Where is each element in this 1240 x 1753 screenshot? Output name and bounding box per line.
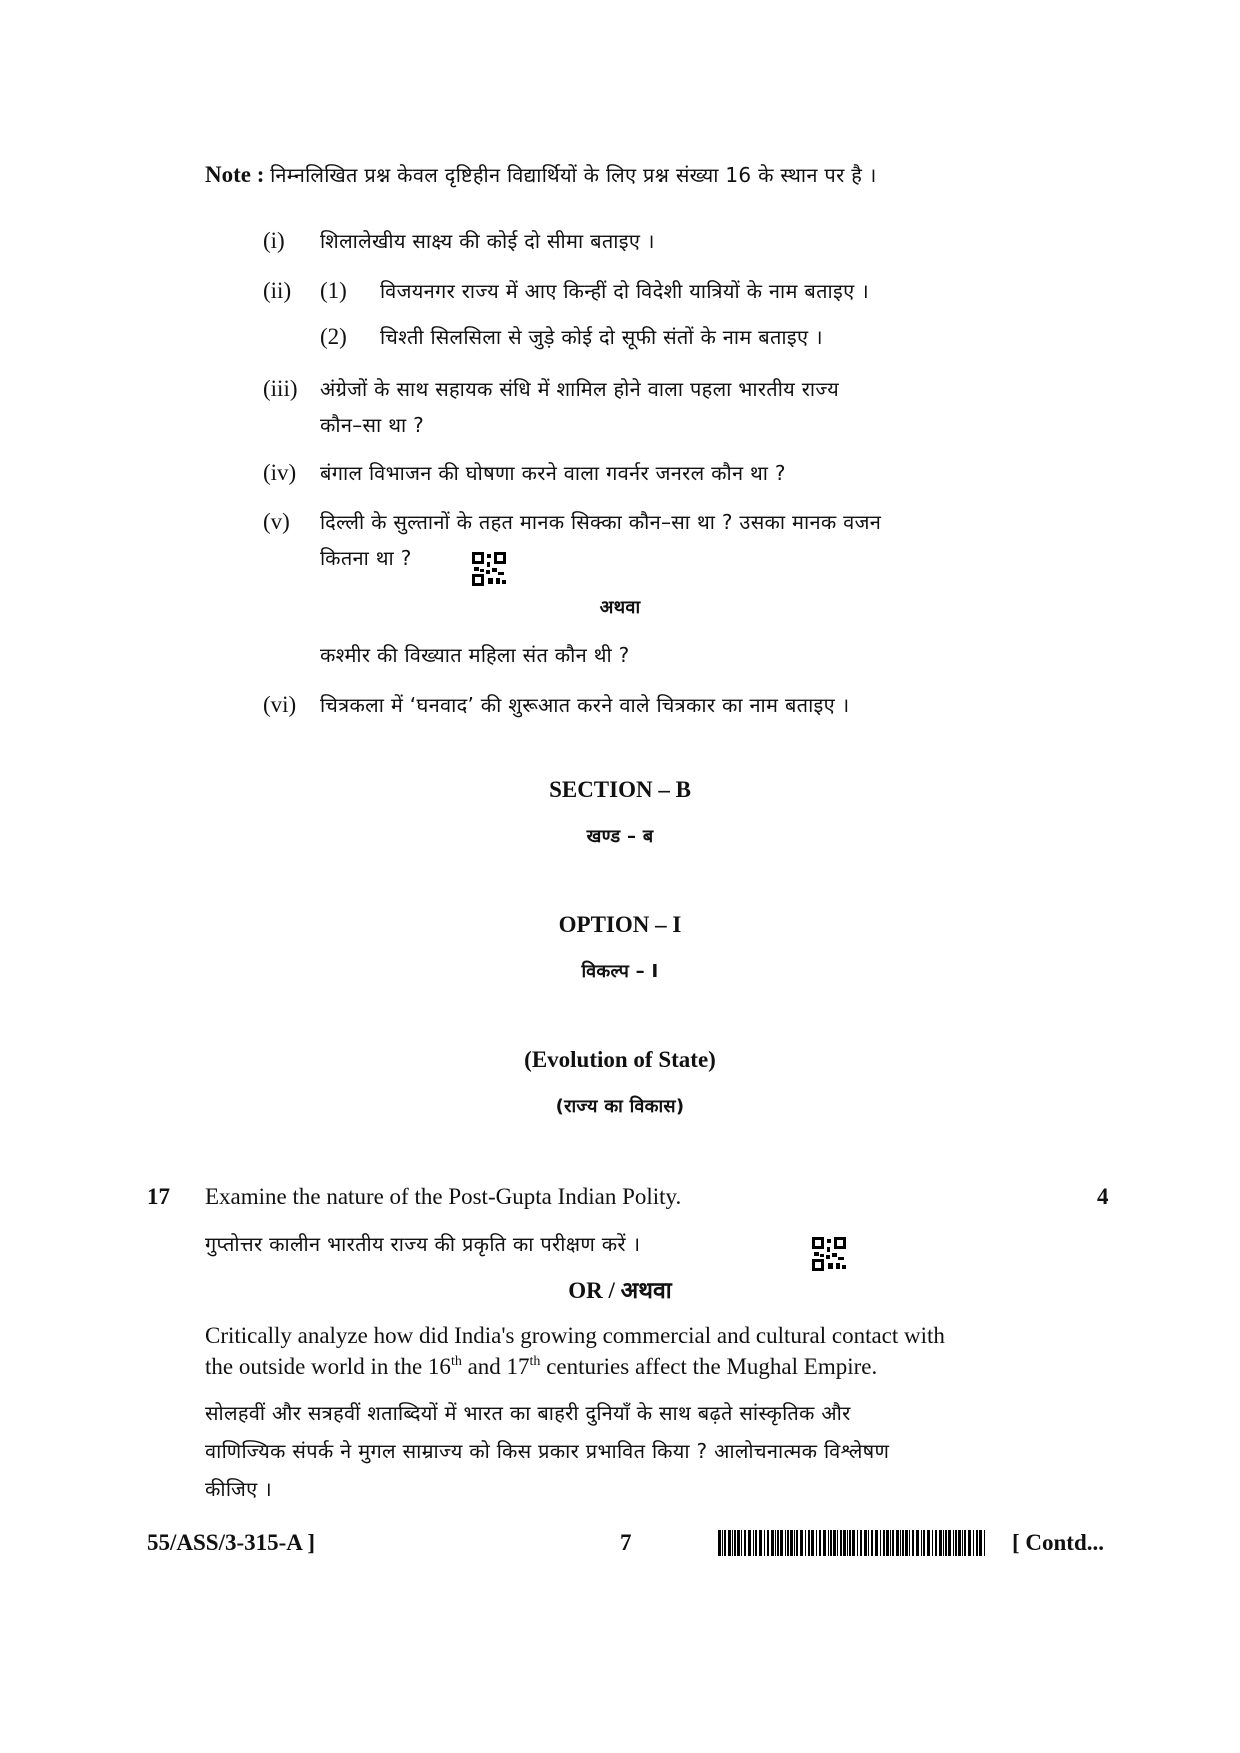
- footer-page-number: 7: [620, 1530, 632, 1555]
- item-num-v: (v): [263, 509, 290, 534]
- item-text-iii-line1: अंग्रेजों के साथ सहायक संधि में शामिल होने वाला पहला भारतीय राज्य: [320, 377, 840, 401]
- qr-code-icon: [812, 1237, 846, 1271]
- item-num-iv: (iv): [263, 460, 297, 485]
- alt-question-english-line1: Critically analyze how did India's growing commercial and cultural contact with: [205, 1323, 945, 1348]
- section-title-hindi: खण्ड – ब: [586, 826, 654, 847]
- item-v-or: अथवा: [599, 597, 641, 618]
- note-line: [205, 160, 877, 190]
- barcode: [718, 1530, 988, 1556]
- question-or: OR / अथवा: [568, 1278, 672, 1303]
- topic-title-hindi: (राज्य का विकास): [555, 1096, 685, 1117]
- question-number: 17: [147, 1184, 170, 1209]
- alt-question-hindi-line1: सोलहवीं और सत्रहवीं शताब्दियों में भारत का बाहरी दुनियाँ के साथ बढ़ते सांस्कृतिक और: [205, 1401, 851, 1425]
- section-title: SECTION – B: [549, 777, 691, 802]
- option-title-hindi: विकल्प – I: [581, 961, 659, 982]
- alt-question-hindi-line3: कीजिए ।: [205, 1477, 273, 1501]
- item-text-iv: बंगाल विभाजन की घोषणा करने वाला गवर्नर जनरल कौन था ?: [320, 461, 786, 485]
- item-subtext-ii-2: चिश्ती सिलसिला से जुड़े कोई दो सूफी संतों के नाम बताइए ।: [380, 325, 823, 349]
- question-english: Examine the nature of the Post-Gupta Indian Polity.: [205, 1184, 682, 1209]
- topic-title: (Evolution of State): [524, 1047, 716, 1072]
- item-subtext-ii-1: विजयनगर राज्य में आए किन्हीं दो विदेशी यात्रियों के नाम बताइए ।: [380, 279, 870, 303]
- footer-code: 55/ASS/3-315-A ]: [147, 1530, 316, 1555]
- alt-question-hindi-line2: वाणिज्यिक संपर्क ने मुगल साम्राज्य को किस प्रकार प्रभावित किया ? आलोचनात्मक विश्लेषण: [205, 1439, 890, 1463]
- option-title: OPTION – I: [558, 912, 682, 937]
- item-text-v-line2: कितना था ?: [320, 546, 412, 570]
- item-subnum-ii-2: (2): [320, 324, 347, 349]
- item-text-v-line1: दिल्ली के सुल्तानों के तहत मानक सिक्का कौन–सा था ? उसका मानक वजन: [320, 510, 882, 534]
- note-text: निम्नलिखित प्रश्न केवल दृष्टिहीन विद्यार्थियों के लिए प्रश्न संख्या 16 के स्थान पर है ।: [270, 163, 877, 187]
- question-hindi: गुप्तोत्तर कालीन भारतीय राज्य की प्रकृति का परीक्षण करें ।: [205, 1232, 641, 1256]
- question-marks: 4: [1097, 1184, 1109, 1209]
- item-text-vi: चित्रकला में ‘घनवाद’ की शुरूआत करने वाले चित्रकार का नाम बताइए ।: [320, 693, 850, 717]
- item-text-i: शिलालेखीय साक्ष्य की कोई दो सीमा बताइए ।: [320, 229, 655, 253]
- item-num-iii: (iii): [263, 376, 298, 401]
- item-num-ii: (ii): [263, 278, 292, 303]
- footer-contd: [ Contd...: [1012, 1530, 1105, 1555]
- note-label: Note :: [205, 162, 265, 187]
- alt-question-english-line2: the outside world in the 16th and 17th centuries affect the Mughal Empire.: [205, 1354, 878, 1379]
- item-subnum-ii-1: (1): [320, 278, 347, 303]
- item-num-i: (i): [263, 228, 285, 253]
- qr-code-icon: [472, 552, 506, 586]
- item-text-iii-line2: कौन–सा था ?: [320, 413, 425, 437]
- item-num-vi: (vi): [263, 692, 297, 717]
- item-text-v-alt: कश्मीर की विख्यात महिला संत कौन थी ?: [320, 643, 630, 667]
